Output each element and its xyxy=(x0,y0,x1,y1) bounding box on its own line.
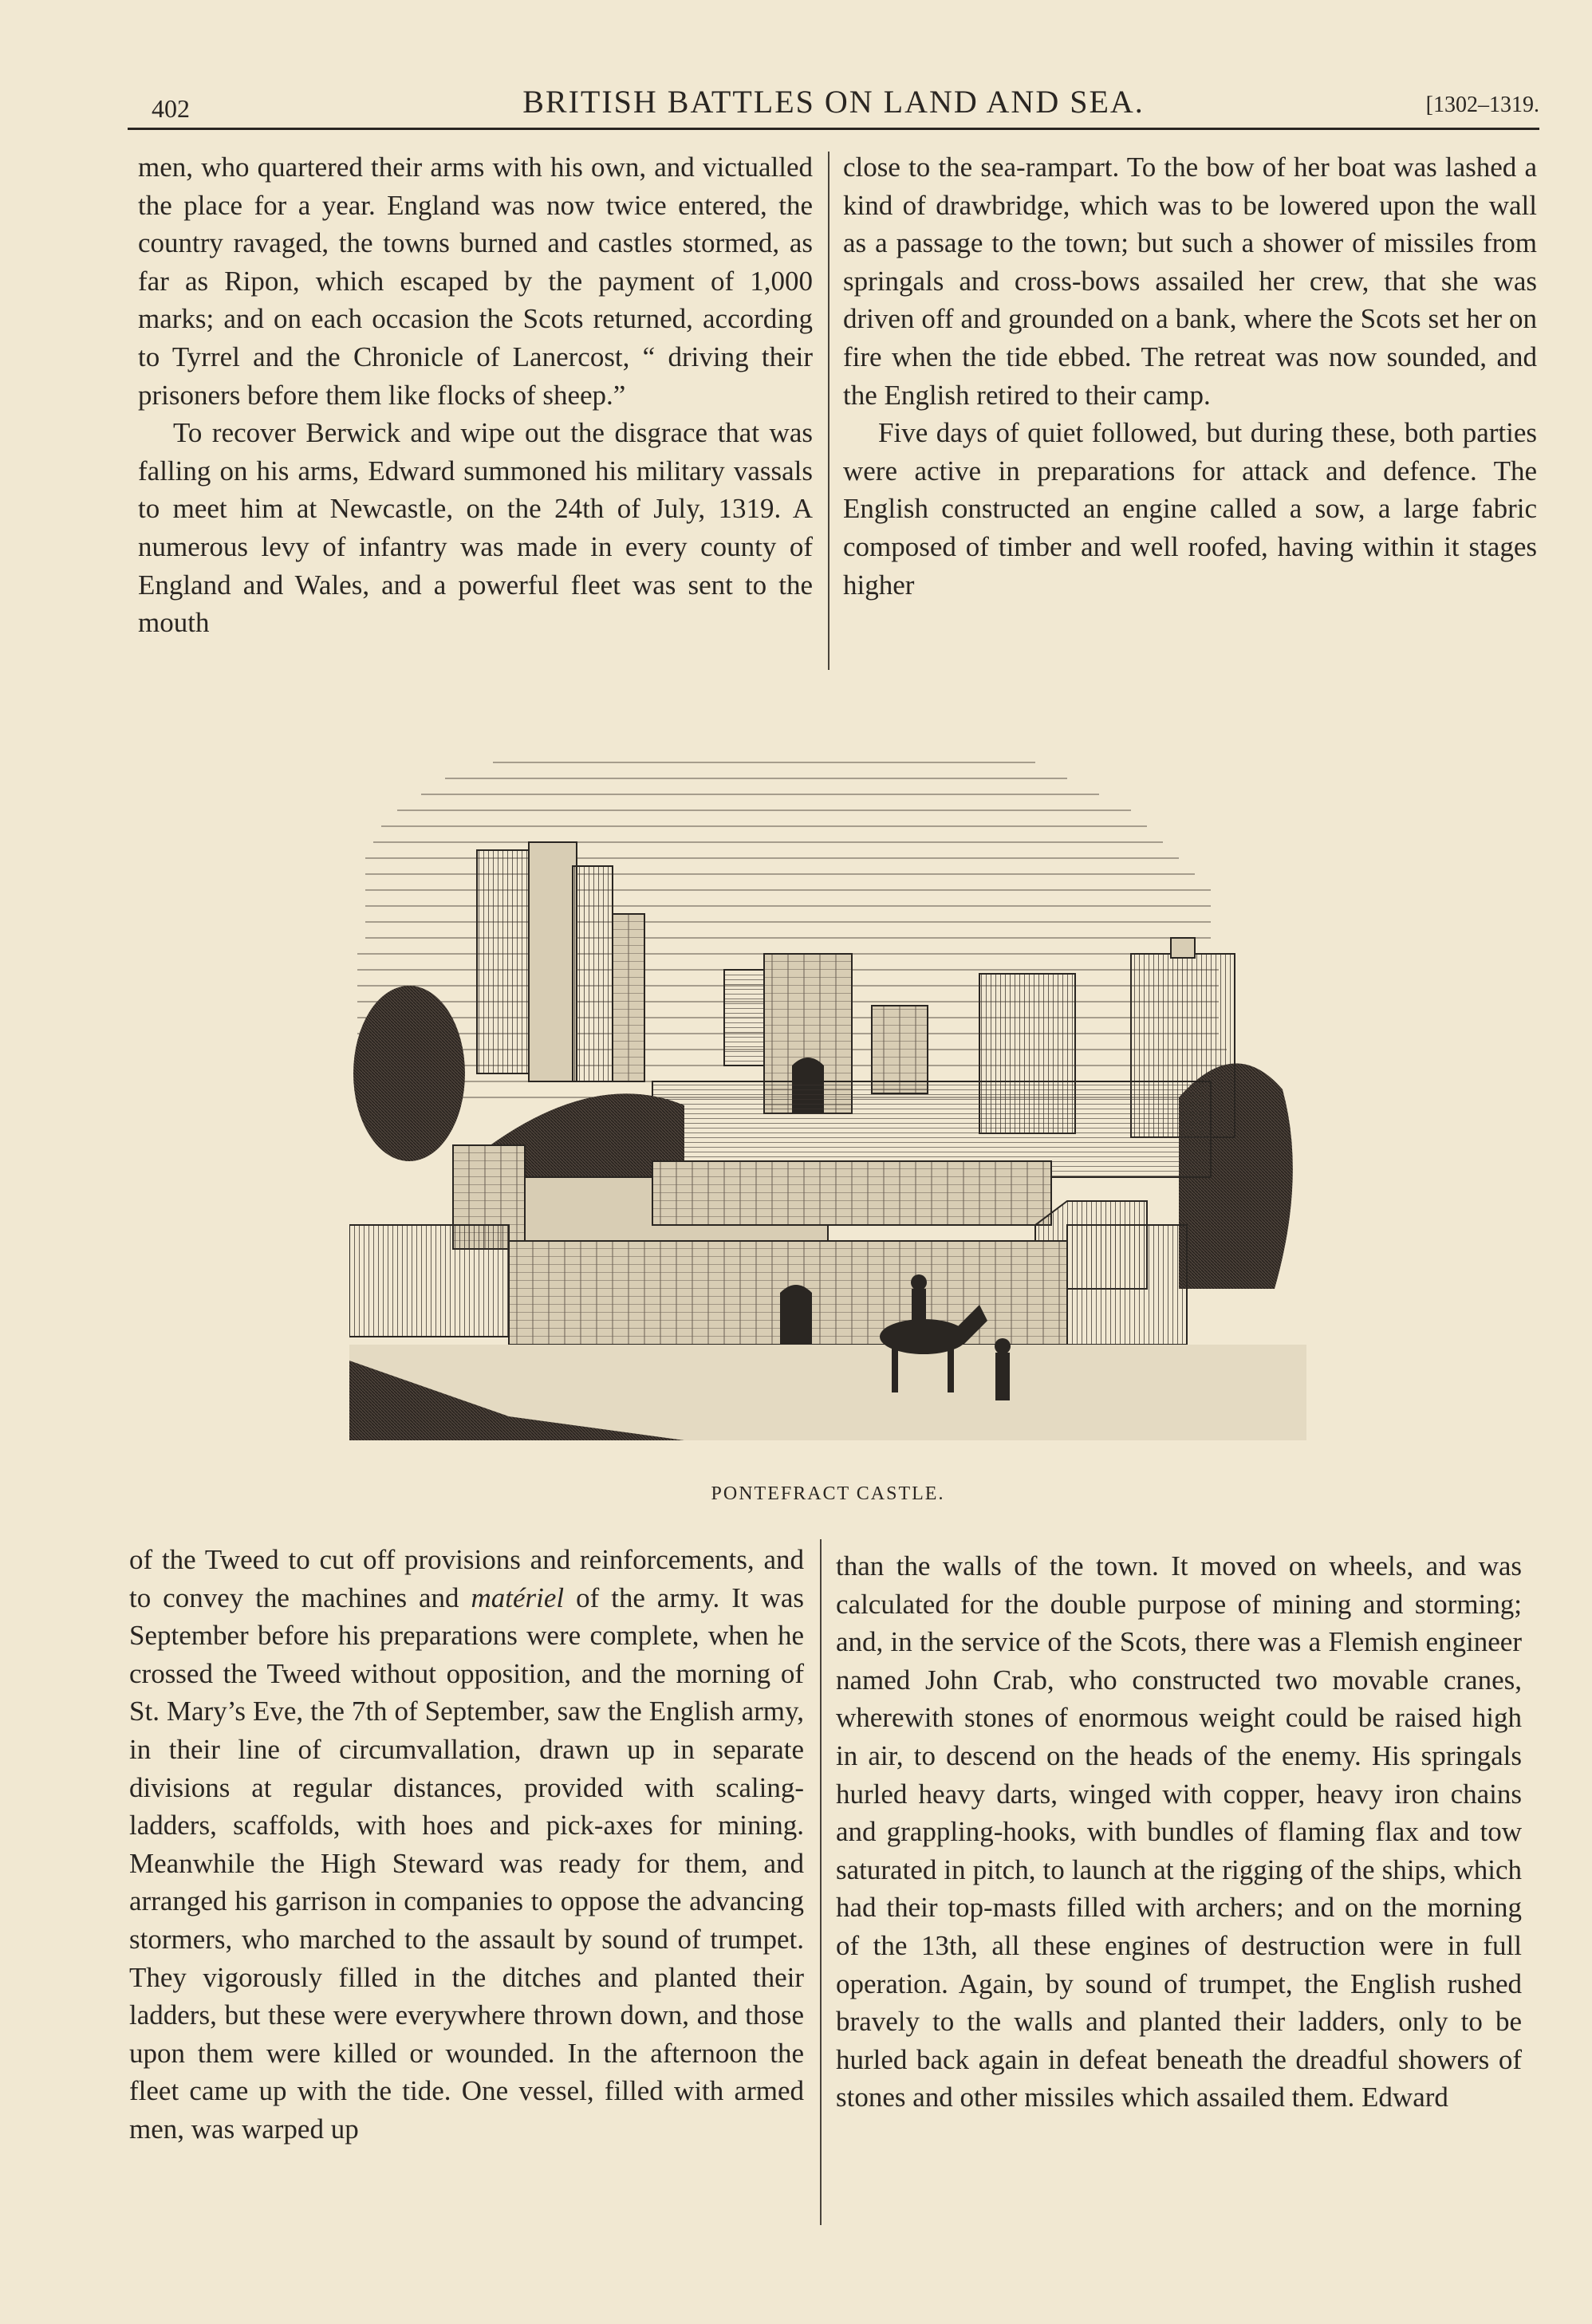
column-top-left xyxy=(138,148,813,642)
column-bottom-left xyxy=(129,1541,804,2149)
paragraph: To recover Berwick and wipe out the disgrace that was falling on his arms, Edward summoned his military vassals to meet him at Newcastle, on the 24th of July, 1319. A numerous levy of infantry was made in every county of England and Wales, and a powerful fleet was sent to the mouth xyxy=(138,417,813,639)
page-header xyxy=(128,80,1539,128)
paragraph: Five days of quiet followed, but during these, both parties were active in preparations for attack and defence. The English constructed an engine called a sow, a large fabric composed of timber and well roofed, having within it stages higher xyxy=(843,417,1537,601)
outer-wall-left xyxy=(349,1225,509,1337)
page-number: 402 xyxy=(152,94,190,123)
column-top-right xyxy=(843,148,1537,604)
text-run: of the army. It was September before his preparations were complete, when he crossed the Tweed without opposition, and the morning of St. Mary’s Eve, the 7th of September, saw the English army, in their line of circumvallation, drawn up in separate divisions at regular distances, provided with scaling-ladders, scaffolds, with hoes and pick-axes for mining. Meanwhile the High Steward was ready for them, and arranged his garrison in companies to oppose the advancing stormers, who marched to the assault by sound of trumpet. They vigorously filled in the ditches and planted their ladders, but these were everywhere thrown down, and those upon them were killed or wounded. In the afternoon the fleet came up with the tide. One vessel, filled with armed men, was warped up xyxy=(129,1582,805,2145)
castle-illustration xyxy=(349,731,1306,1468)
date-range: [1302–1319. xyxy=(1425,93,1539,117)
text-run: of the Tweed to cut off provisions and reinforcements, and to convey the machines and xyxy=(129,1544,804,1613)
paragraph: than the walls of the town. It moved on wheels, and was calculated for the double purpose of mining and storming; and, in the service of the Scots, there was a Flemish engineer named John Crab, who constructed two movable cranes, wherewith stones of enormous weight could be raised high in air, to descend on the heads of the enemy. His springals hurled heavy darts, winged with copper, heavy iron chains and grappling-hooks, with bundles of flaming flax and tow saturated in pitch, to launch at the rigging of the ships, which had their top-masts filled with archers; and on the morning of the 13th, all these engines of destruction were in full operation. Again, by sound of trumpet, the English rushed bravely to the walls and planted their ladders, only to be hurled back again in defeat beneath the dreadful showers of stones and other missiles which assailed them. Edward xyxy=(836,1550,1522,2113)
column-divider xyxy=(828,152,829,670)
column-bottom-right xyxy=(836,1547,1522,2117)
paragraph xyxy=(129,1541,804,2149)
italic-word: matériel xyxy=(471,1582,565,1613)
column-divider xyxy=(820,1539,822,2225)
left-tree xyxy=(353,986,465,1161)
header-rule xyxy=(128,128,1539,130)
paragraph: close to the sea-rampart. To the bow of her boat was lashed a kind of drawbridge, which was to be lowered upon the wall as a passage to the town; but such a shower of missiles from springals and cross-bows assailed her crew, that she was driven off and grounded on a bank, where the Scots set her on fire when the tide ebbed. The retreat was now sounded, and the English retired to their camp. xyxy=(843,152,1537,411)
running-title: BRITISH BATTLES ON LAND AND SEA. xyxy=(522,84,1145,120)
illustration-caption: PONTEFRACT CASTLE. xyxy=(711,1483,945,1504)
paragraph: men, who quartered their arms with his own, and victualled the place for a year. England was now twice entered, the country ravaged, the towns burned and castles stormed, as far as Ripon, which escaped by the payment of 1,000 marks; and on each occasion the Scots returned, according to Tyrrel and the Chronicle of Lanercost, “ driving their prisoners before them like flocks of sheep.” xyxy=(138,152,813,411)
gate xyxy=(780,1285,812,1345)
